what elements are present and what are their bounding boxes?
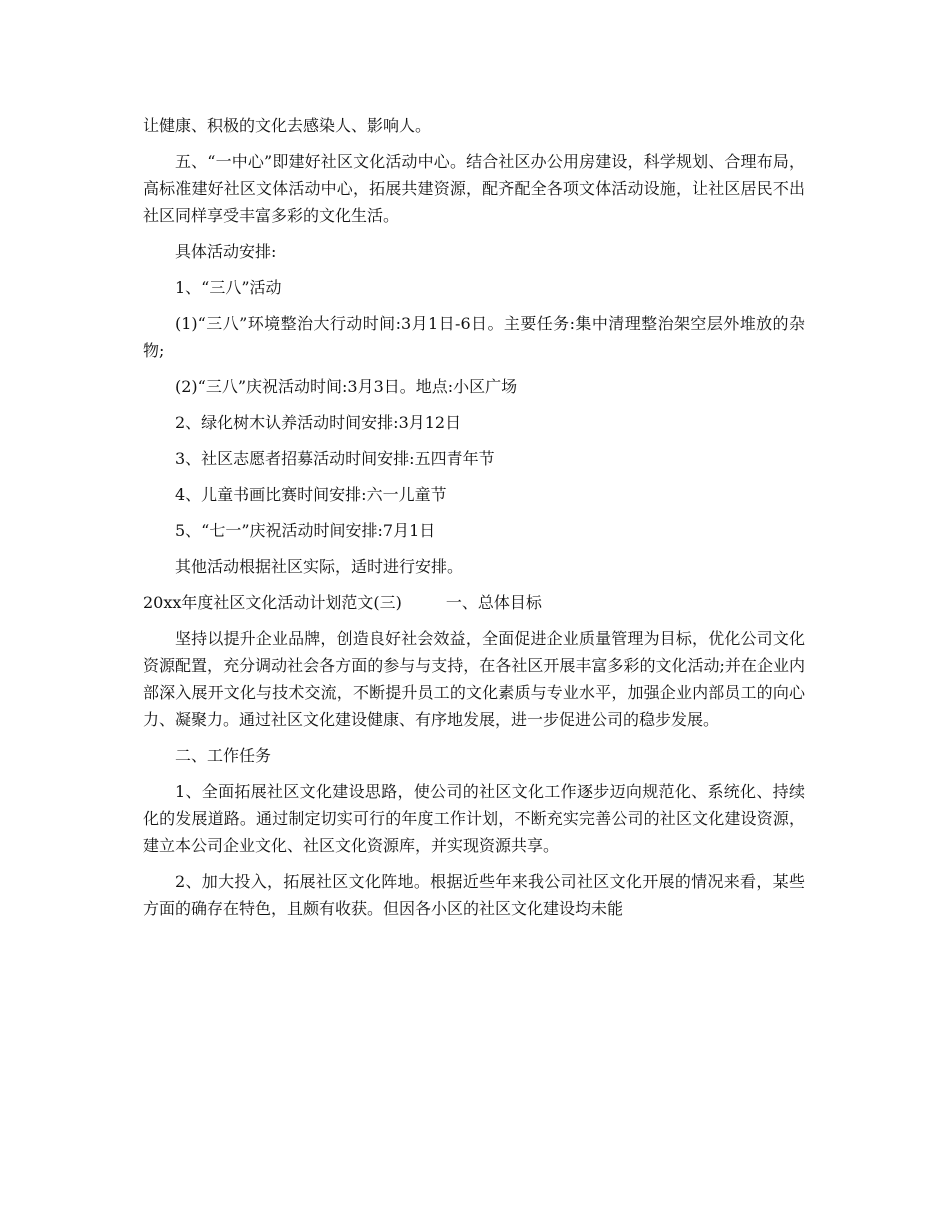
section-title: 20xx年度社区文化活动计划范文(三) [143,593,402,612]
paragraph-15: 2、加大投入，拓展社区文化阵地。根据近些年来我公司社区文化开展的情况来看，某些方面的确存在特色，且颇有收获。但因各小区的社区文化建设均未能 [143,872,805,918]
document-page [143,112,805,931]
paragraph-9: 4、儿童书画比赛时间安排:六一儿童节 [175,485,447,504]
section-heading [143,589,805,616]
paragraph-3: 具体活动安排: [175,242,277,261]
paragraph-12: 坚持以提升企业品牌，创造良好社会效益，全面促进企业质量管理为目标，优化公司文化资源配置，充分调动社会各方面的参与与支持，在各社区开展丰富多彩的文化活动;并在企业内部深入展开文化与技术交流，不断提升员工的文化素质与专业水平，加强企业内部员工的向心力、凝聚力。通过社区文化建设健康、有序地发展，进一步促进公司的稳步发展。 [143,629,805,729]
paragraph-5: (1)“三八”环境整治大行动时间:3月1日-6日。主要任务:集中清理整治架空层外堆放的杂物; [143,314,805,360]
paragraph-7: 2、绿化树木认养活动时间安排:3月12日 [175,413,462,432]
paragraph-13: 二、工作任务 [175,746,272,765]
paragraph-1: 让健康、积极的文化去感染人、影响人。 [143,116,432,135]
paragraph-8: 3、社区志愿者招募活动时间安排:五四青年节 [175,449,495,468]
paragraph-6: (2)“三八”庆祝活动时间:3月3日。地点:小区广场 [175,377,518,396]
paragraph-2: 五、“一中心”即建好社区文化活动中心。结合社区办公用房建设，科学规划、合理布局，高标准建好社区文体活动中心，拓展共建资源，配齐配全各项文体活动设施，让社区居民不出社区同样享受丰富多彩的文化生活。 [143,152,805,225]
section-subtitle: 一、总体目标 [445,593,542,612]
paragraph-10: 5、“七一”庆祝活动时间安排:7月1日 [175,521,436,540]
paragraph-14: 1、全面拓展社区文化建设思路，使公司的社区文化工作逐步迈向规范化、系统化、持续化的发展道路。通过制定切实可行的年度工作计划，不断充实完善公司的社区文化建设资源，建立本公司企业文化、社区文化资源库，并实现资源共享。 [143,782,805,855]
paragraph-11: 其他活动根据社区实际，适时进行安排。 [175,557,464,576]
paragraph-4: 1、“三八”活动 [175,278,282,297]
